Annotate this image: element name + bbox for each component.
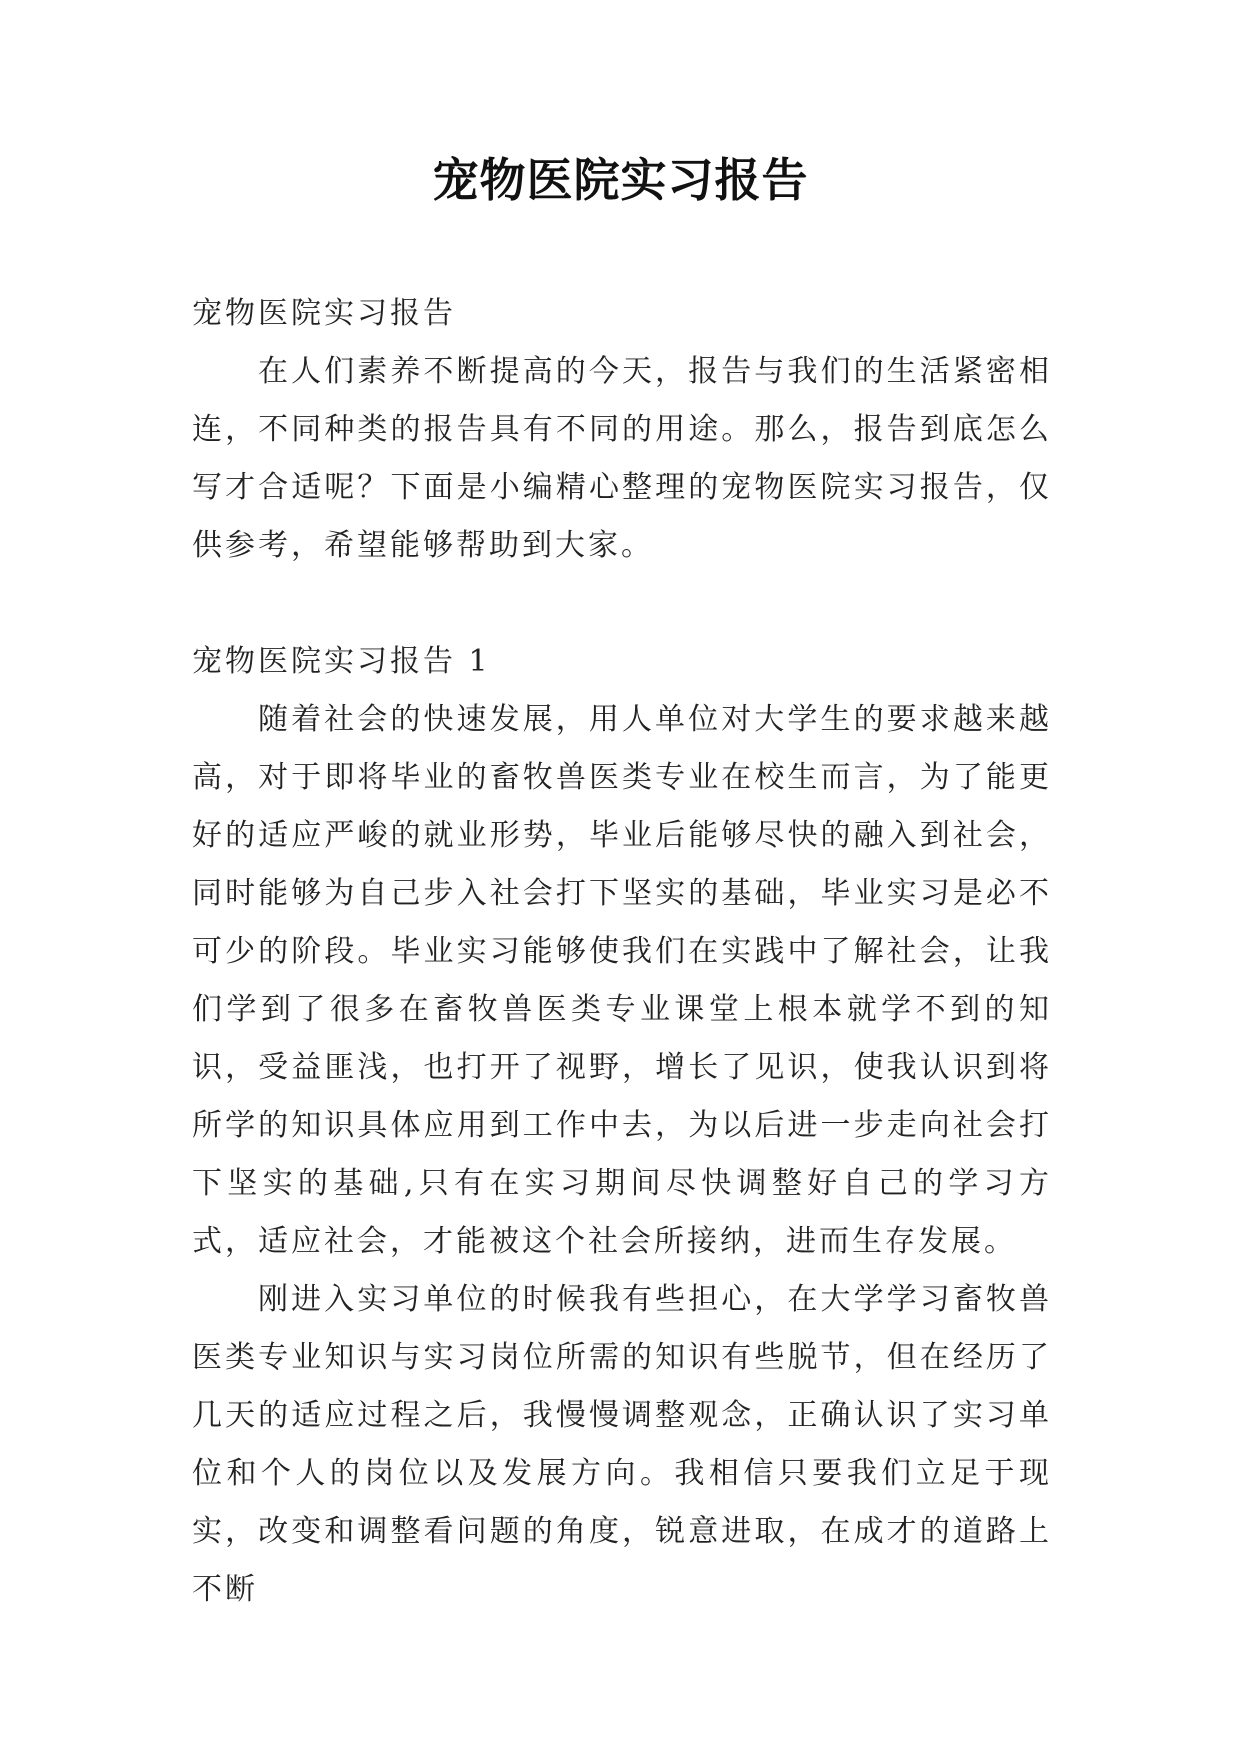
intro-heading: 宠物医院实习报告	[192, 296, 456, 331]
section1-paragraph-1: 随着社会的快速发展，用人单位对大学生的要求越来越高，对于即将毕业的畜牧兽医类专业在校生而言，为了能更好的适应严峻的就业形势，毕业后能够尽快的融入到社会，同时能够为自己步入社会打下坚实的基础，毕业实习是必不可少的阶段。毕业实习能够使我们在实践中了解社会，让我们学到了很多在畜牧兽医类专业课堂上根本就学不到的知识，受益匪浅，也打开了视野，增长了见识，使我认识到将所学的知识具体应用到工作中去，为以后进一步走向社会打下坚实的基础,只有在实习期间尽快调整好自己的学习方式，适应社会，才能被这个社会所接纳，进而生存发展。	[192, 702, 1052, 1259]
document-title: 宠物医院实习报告	[432, 153, 809, 207]
section1-paragraph-2: 刚进入实习单位的时候我有些担心，在大学学习畜牧兽医类专业知识与实习岗位所需的知识有些脱节，但在经历了几天的适应过程之后，我慢慢调整观念，正确认识了实习单位和个人的岗位以及发展方向。我相信只要我们立足于现实，改变和调整看问题的角度，锐意进取，在成才的道路上不断	[192, 1282, 1052, 1607]
intro-paragraph: 在人们素养不断提高的今天，报告与我们的生活紧密相连，不同种类的报告具有不同的用途。那么，报告到底怎么写才合适呢？下面是小编精心整理的宠物医院实习报告，仅供参考，希望能够帮助到大家。	[192, 354, 1052, 563]
document-body	[192, 285, 1052, 1619]
section-spacer	[192, 575, 1052, 633]
section1-heading: 宠物医院实习报告 1	[192, 644, 491, 679]
